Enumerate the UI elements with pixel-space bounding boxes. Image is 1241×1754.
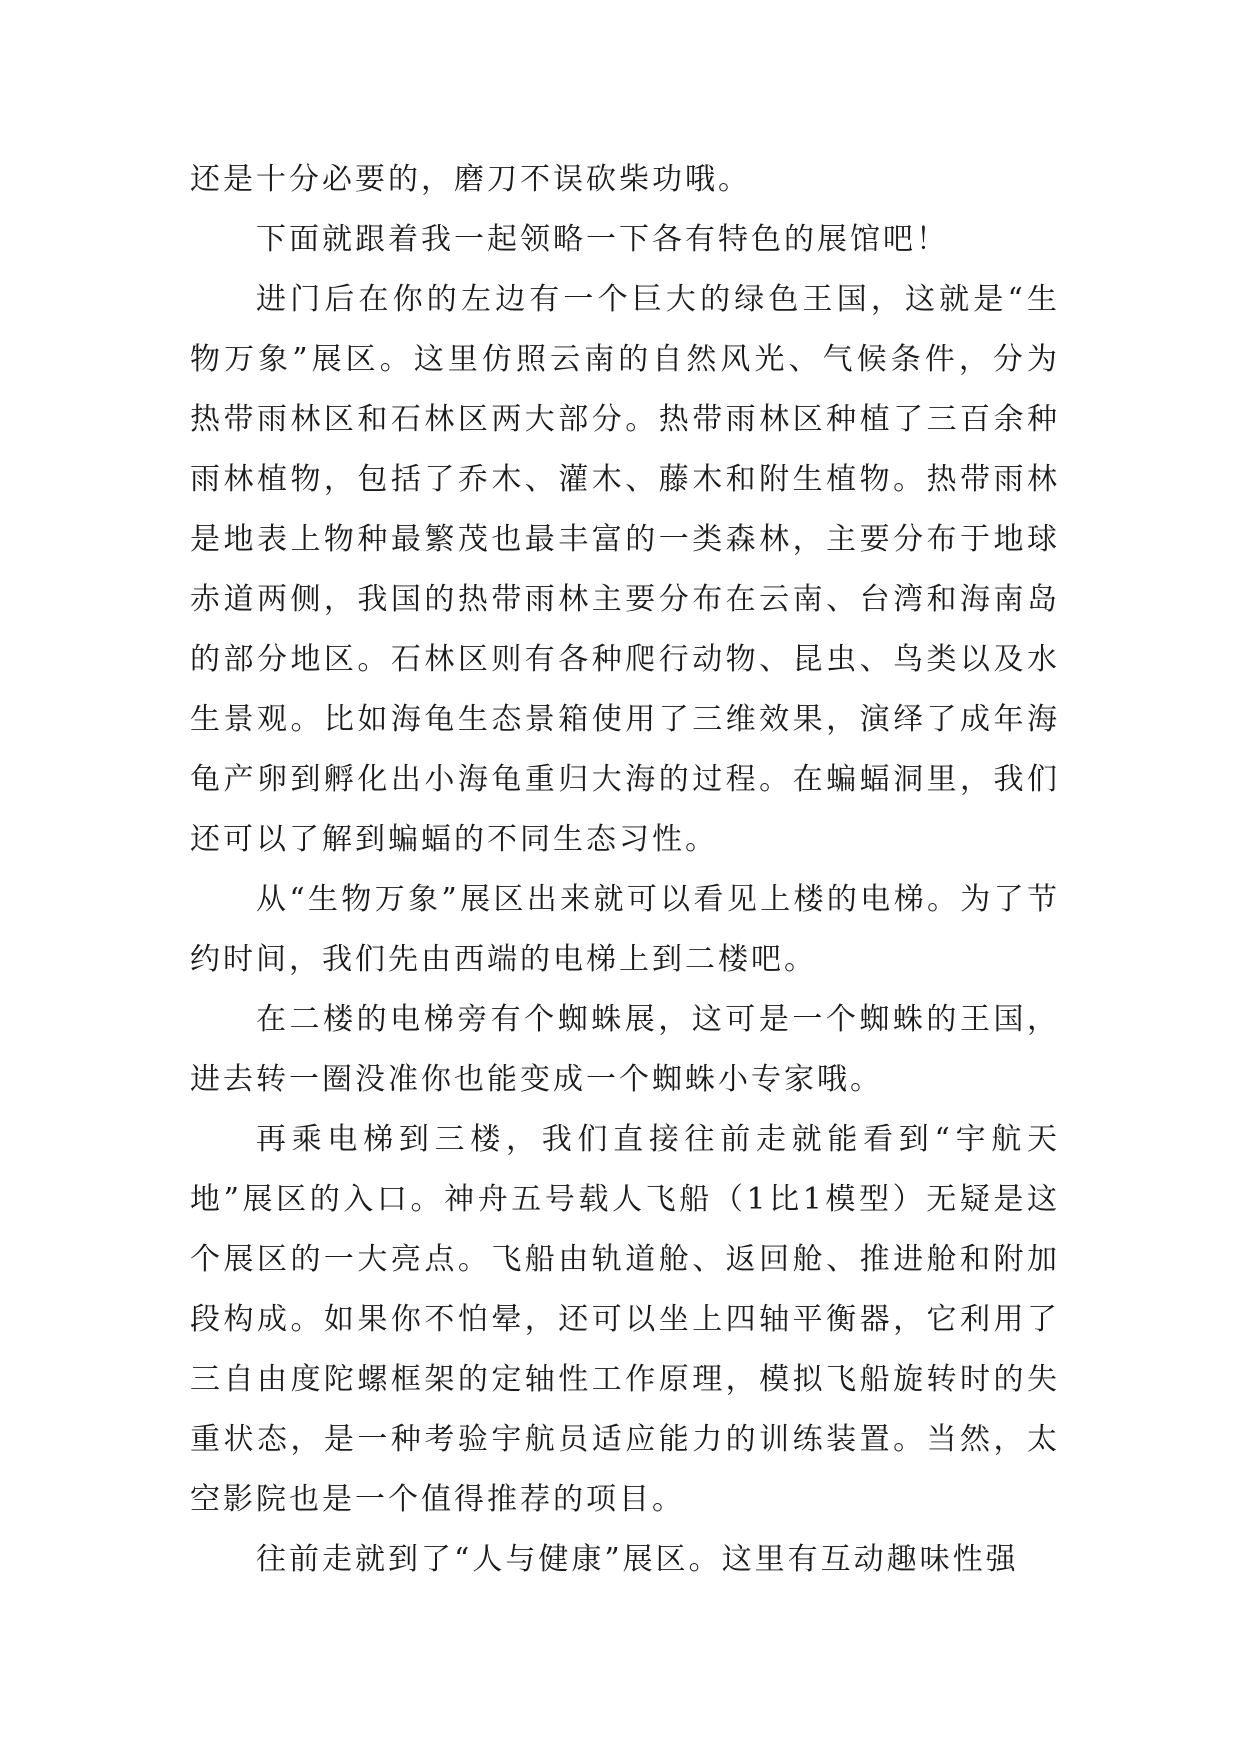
paragraph-4: 从“生物万象”展区出来就可以看见上楼的电梯。为了节约时间，我们先由西端的电梯上到二楼吧。 xyxy=(190,882,1060,977)
document-page xyxy=(190,150,1060,1590)
paragraph-3: 进门后在你的左边有一个巨大的绿色王国，这就是“生物万象”展区。这里仿照云南的自然风光、气候条件，分为热带雨林区和石林区两大部分。热带雨林区种植了三百余种雨林植物，包括了乔木、灌木、藤木和附生植物。热带雨林是地表上物种最繁茂也最丰富的一类森林，主要分布于地球赤道两侧，我国的热带雨林主要分布在云南、台湾和海南岛的部分地区。石林区则有各种爬行动物、昆虫、鸟类以及水生景观。比如海龟生态景箱使用了三维效果，演绎了成年海龟产卵到孵化出小海龟重归大海的过程。在蝙蝠洞里，我们还可以了解到蝙蝠的不同生态习性。 xyxy=(190,282,1060,857)
paragraph-7: 往前走就到了“人与健康”展区。这里有互动趣味性强 xyxy=(256,1542,1019,1577)
paragraph-2: 下面就跟着我一起领略一下各有特色的展馆吧！ xyxy=(256,222,949,257)
paragraph-1: 还是十分必要的，磨刀不误砍柴功哦。 xyxy=(190,162,751,197)
paragraph-5: 在二楼的电梯旁有个蜘蛛展，这可是一个蜘蛛的王国，进去转一圈没准你也能变成一个蜘蛛小专家哦。 xyxy=(190,1002,1060,1097)
paragraph-6: 再乘电梯到三楼，我们直接往前走就能看到“宇航天地”展区的入口。神舟五号载人飞船（1比1模型）无疑是这个展区的一大亮点。飞船由轨道舱、返回舱、推进舱和附加段构成。如果你不怕晕，还可以坐上四轴平衡器，它利用了三自由度陀螺框架的定轴性工作原理，模拟飞船旋转时的失重状态，是一种考验宇航员适应能力的训练装置。当然，太空影院也是一个值得推荐的项目。 xyxy=(190,1122,1060,1517)
